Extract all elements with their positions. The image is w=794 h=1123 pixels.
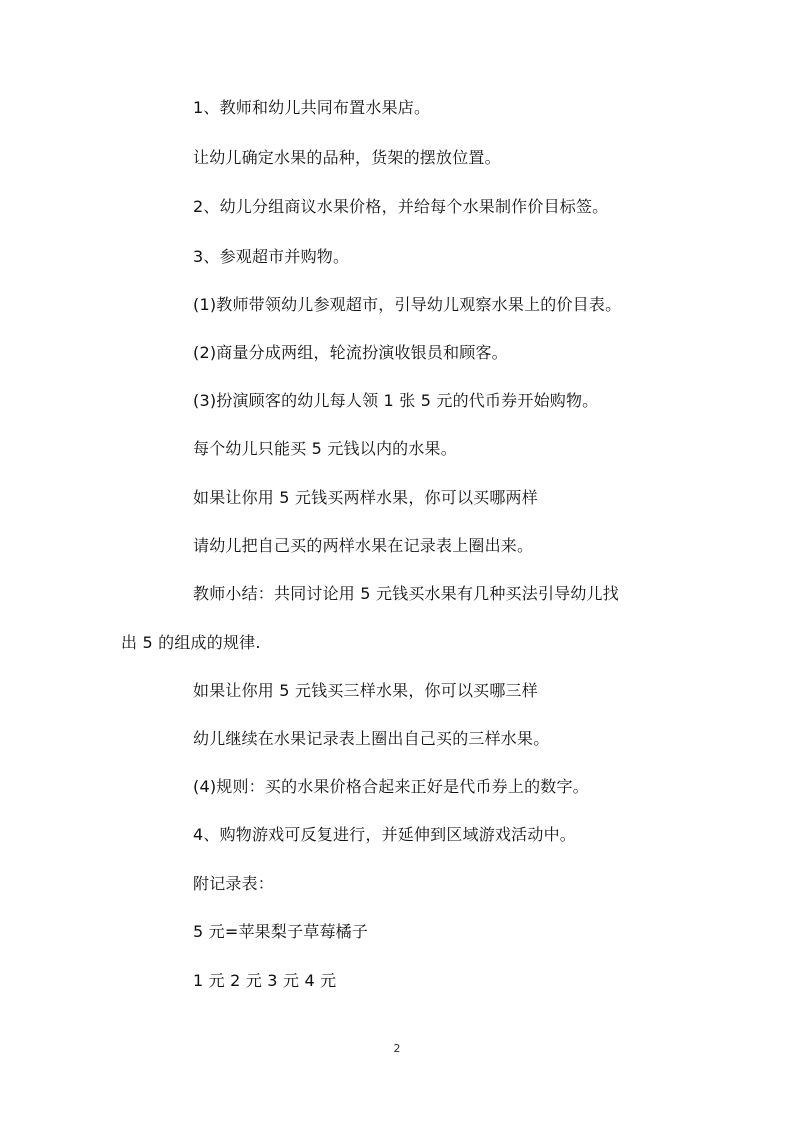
step-3-item-3-detail: 每个幼儿只能买 5 元钱以内的水果。	[193, 439, 457, 458]
question-two-fruits: 如果让你用 5 元钱买两样水果，你可以买哪两样	[193, 488, 538, 507]
step-3-item-4-rule: (4)规则：买的水果价格合起来正好是代币券上的数字。	[193, 777, 589, 796]
record-table-row-2: 1 元 2 元 3 元 4 元	[193, 971, 337, 990]
step-2-text: 2、幼儿分组商议水果价格，并给每个水果制作价目标签。	[193, 197, 609, 216]
step-1-detail: 让幼儿确定水果的品种，货架的摆放位置。	[193, 148, 501, 167]
step-3-item-2: (2)商量分成两组，轮流扮演收银员和顾客。	[193, 343, 508, 362]
step-3-item-1: (1)教师带领幼儿参观超市，引导幼儿观察水果上的价目表。	[193, 295, 622, 314]
page-number: 2	[393, 1042, 401, 1055]
step-1-text: 1、教师和幼儿共同布置水果店。	[193, 98, 431, 117]
instruction-circle-two: 请幼儿把自己买的两样水果在记录表上圈出来。	[193, 536, 534, 555]
step-3-item-3: (3)扮演顾客的幼儿每人领 1 张 5 元的代币券开始购物。	[193, 391, 599, 410]
question-three-fruits: 如果让你用 5 元钱买三样水果，你可以买哪三样	[193, 681, 538, 700]
appendix-title: 附记录表：	[193, 874, 275, 893]
record-table-row-1: 5 元=苹果梨子草莓橘子	[193, 922, 369, 941]
step-4-text: 4、购物游戏可反复进行，并延伸到区域游戏活动中。	[193, 825, 576, 844]
step-3-text: 3、参观超市并购物。	[193, 247, 350, 266]
instruction-circle-three: 幼儿继续在水果记录表上圈出自己买的三样水果。	[193, 729, 550, 748]
teacher-summary-line-1: 教师小结：共同讨论用 5 元钱买水果有几种买法引导幼儿找	[193, 584, 619, 603]
teacher-summary-line-2: 出 5 的组成的规律.	[121, 633, 261, 652]
